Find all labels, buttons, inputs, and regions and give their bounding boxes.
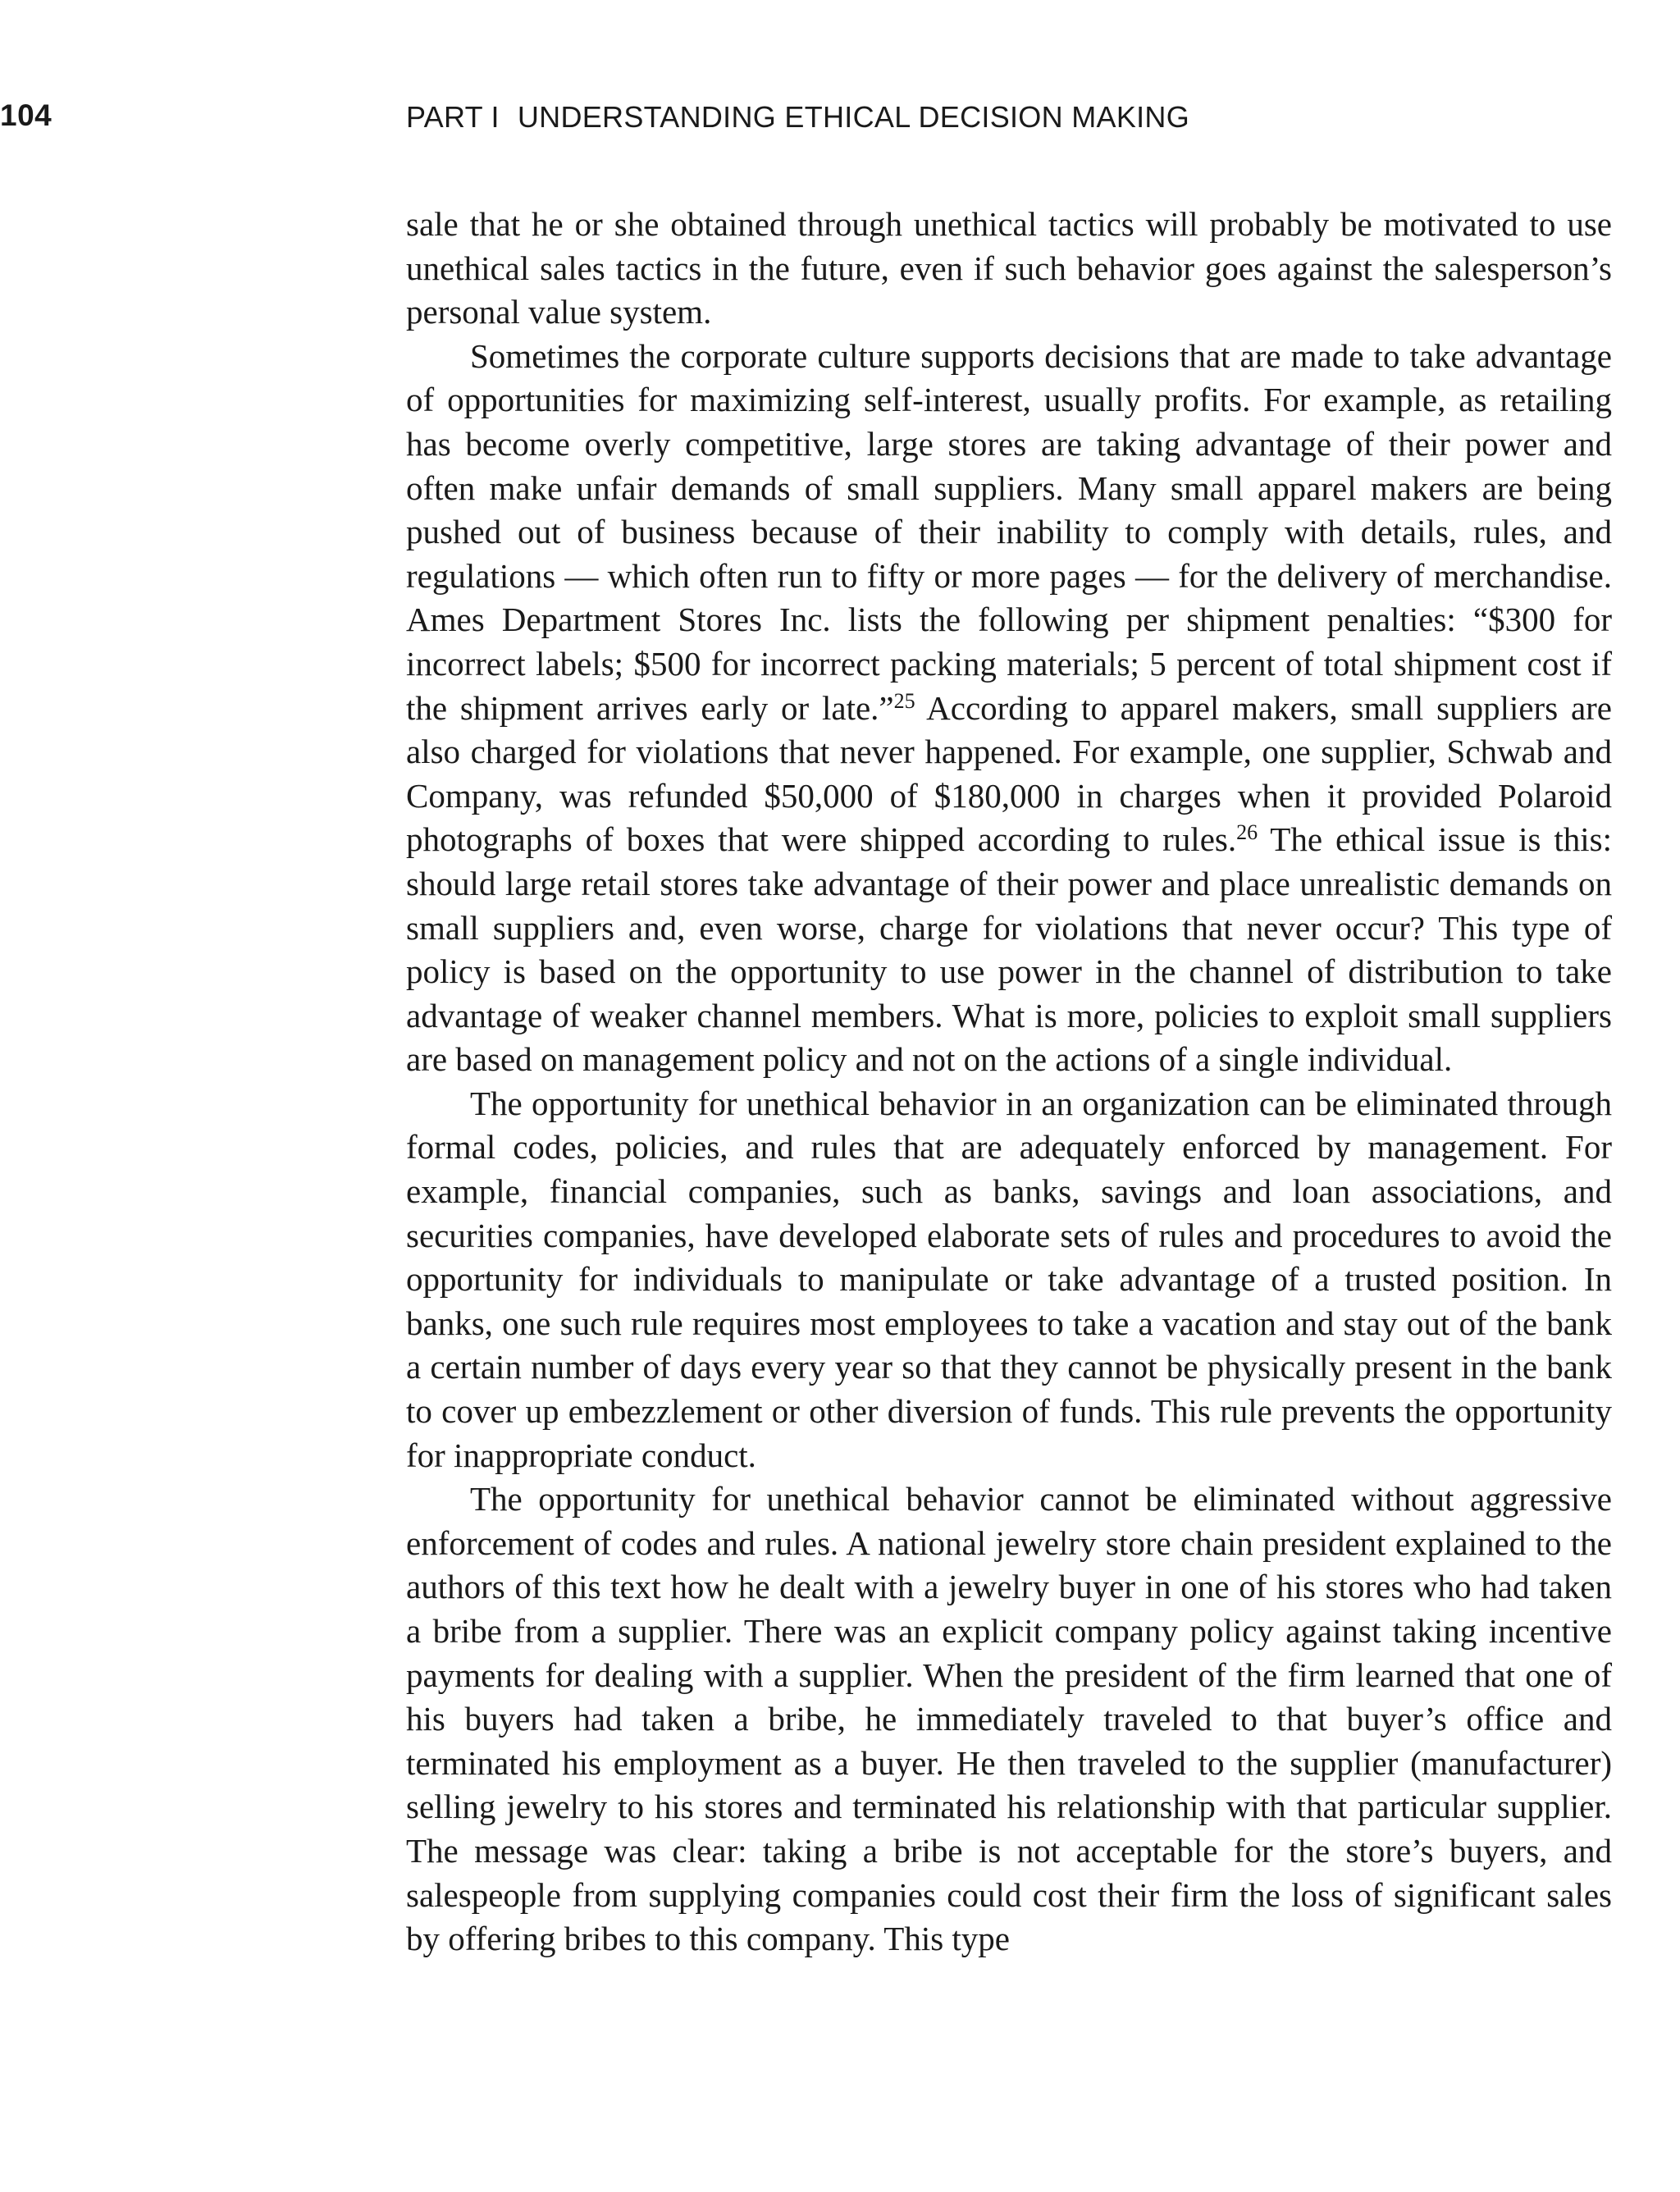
body-text xyxy=(406,203,1612,1961)
paragraph-2-part-c: The ethical issue is this: should large retail stores take advantage of their power and place unrealistic demands on small suppliers and, even worse, charge for violations that never occur? This type of policy is based on the opportunity to use power in the channel of distribution to take advantage of weaker channel members. What is more, policies to exploit small suppliers are based on management policy and not on the actions of a single individual. xyxy=(406,820,1612,1079)
paragraph-2-part-a: Sometimes the corporate culture supports decisions that are made to take advantage of opportunities for maximizing self-interest, usually profits. For example, as retailing has become overly competitive, large stores are taking advantage of their power and often make unfair demands of small suppliers. Many small apparel makers are being pushed out of business because of their inability to comply with details, rules, and regulations — which often run to fifty or more pages — for the delivery of merchandise. Ames Department Stores Inc. lists the following per shipment penalties: “$300 for incorrect labels; $500 for incorrect packing materials; 5 percent of total shipment cost if the shipment arrives early or late.” xyxy=(406,336,1612,727)
paragraph-2-part-b: According to apparel makers, small suppliers are also charged for violations that never happened. For example, one supplier, Schwab and Company, was refunded $50,000 of $180,000 in charges when it provided Polaroid photographs of boxes that were shipped according to rules. xyxy=(406,688,1612,859)
footnote-ref-25: 25 xyxy=(893,688,915,713)
paragraph-3: The opportunity for unethical behavior in an organization can be eliminated through formal codes, policies, and rules that are adequately enforced by management. For example, financial companies, such as banks, savings and loan associations, and securities companies, have developed elaborate sets of rules and procedures to avoid the opportunity for individuals to manipulate or take advantage of a trusted position. In banks, one such rule requires most employees to take a vacation and stay out of the bank a certain number of days every year so that they cannot be physically present in the bank to cover up embezzlement or other diversion of funds. This rule prevents the opportunity for inappropriate conduct. xyxy=(406,1084,1612,1474)
page-number: 104 xyxy=(0,98,52,132)
paragraph-2 xyxy=(406,335,1612,1082)
chapter-title: UNDERSTANDING ETHICAL DECISION MAKING xyxy=(517,100,1190,134)
paragraph-1: sale that he or she obtained through unethical tactics will probably be motivated to use unethical sales tactics in the future, even if such behavior goes against the salesperson’s personal value system. xyxy=(406,205,1612,331)
part-label: PART I xyxy=(406,100,500,134)
footnote-ref-26: 26 xyxy=(1236,820,1258,845)
paragraph-4: The opportunity for unethical behavior cannot be eliminated without aggressive enforcement of codes and rules. A national jewelry store chain president explained to the authors of this text how he dealt with a jewelry buyer in one of his stores who had taken a bribe from a supplier. There was an explicit company policy against taking incentive payments for dealing with a supplier. When the president of the firm learned that one of his buyers had taken a bribe, he immediately traveled to that buyer’s office and terminated his employment as a buyer. He then traveled to the supplier (manufacturer) selling jewelry to his stores and terminated his relationship with that particular supplier. The message was clear: taking a bribe is not acceptable for the store’s buyers, and salespeople from supplying companies could cost their firm the loss of significant sales by offering bribes to this company. This type xyxy=(406,1480,1612,1958)
running-head xyxy=(406,100,1189,135)
